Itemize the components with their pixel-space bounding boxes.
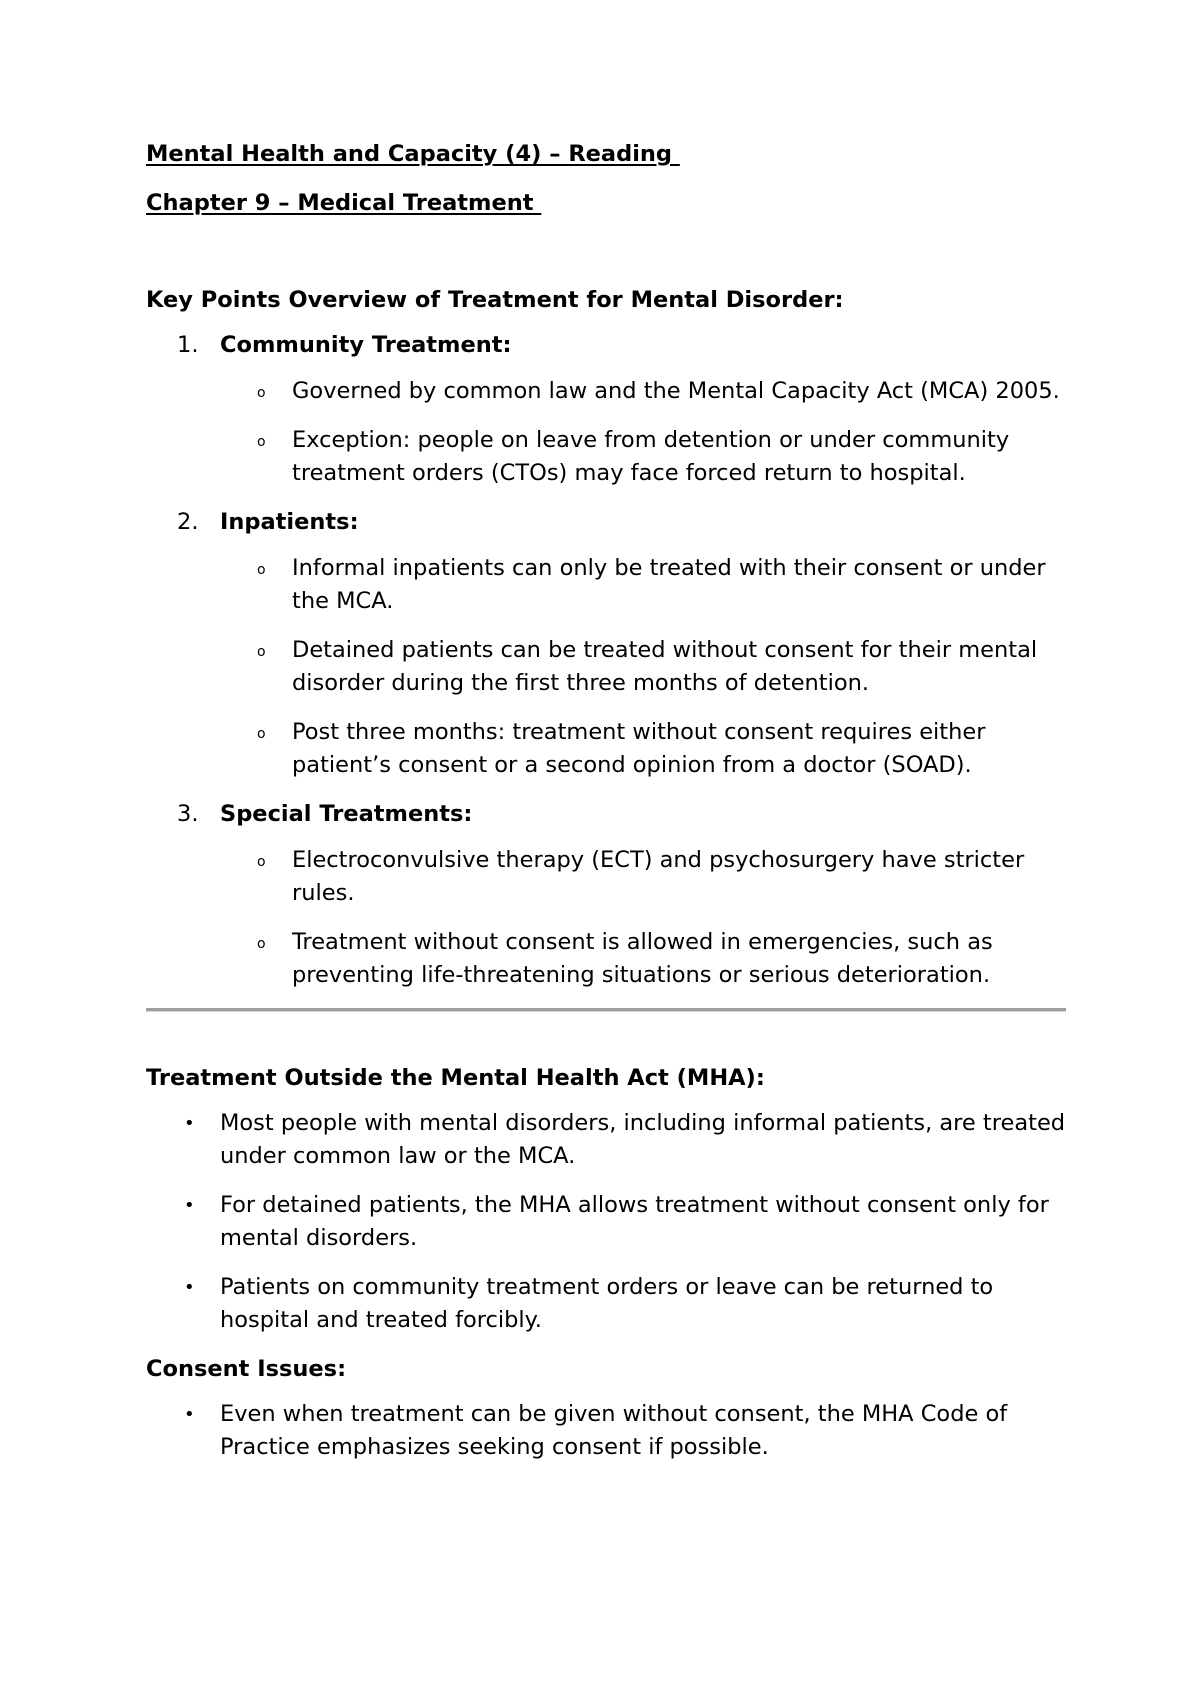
sub-list-item: [220, 375, 1066, 408]
sub-list-item: [220, 844, 1066, 910]
list-number: 3.: [177, 801, 199, 827]
circle-bullet-icon: o: [257, 434, 266, 450]
bullet-list-item: [146, 1398, 1066, 1464]
sub-list-item-text: Detained patients can be treated without consent for their mental disorder during the first three months of detention.: [292, 637, 1038, 696]
consent-issues-list: [146, 1398, 1066, 1464]
bullet-list-item: [146, 1189, 1066, 1255]
consent-issues-heading: Consent Issues:: [146, 1356, 347, 1382]
bullet-dot-icon: •: [184, 1404, 195, 1425]
sub-list-item: [220, 716, 1066, 782]
sub-list: [220, 375, 1066, 490]
bullet-item-text: Even when treatment can be given without consent, the MHA Code of Practice emphasizes seeking consent if possible.: [220, 1401, 1008, 1460]
sub-list-item-text: Post three months: treatment without consent requires either patient’s consent or a second opinion from a doctor (SOAD).: [292, 719, 986, 778]
overview-item-special-treatments: [146, 798, 1066, 992]
circle-bullet-icon: o: [257, 726, 266, 742]
bullet-dot-icon: •: [184, 1195, 195, 1216]
bullet-dot-icon: •: [184, 1277, 195, 1298]
outside-mha-heading: Treatment Outside the Mental Health Act (MHA):: [146, 1065, 765, 1091]
sub-list: [220, 552, 1066, 782]
circle-bullet-icon: o: [257, 385, 266, 401]
circle-bullet-icon: o: [257, 644, 266, 660]
list-number: 1.: [177, 332, 199, 358]
chapter-title: Chapter 9 – Medical Treatment: [146, 190, 542, 216]
sub-list-item-text: Governed by common law and the Mental Capacity Act (MCA) 2005.: [292, 378, 1060, 404]
bullet-list-item: [146, 1271, 1066, 1337]
bullet-list-item: [146, 1107, 1066, 1173]
document-page: [146, 138, 1066, 1480]
sub-list: [220, 844, 1066, 992]
sub-list-item-text: Electroconvulsive therapy (ECT) and psychosurgery have stricter rules.: [292, 847, 1025, 906]
sub-list-item: [220, 424, 1066, 490]
overview-list: [146, 329, 1066, 992]
overview-item-community: [146, 329, 1066, 490]
list-item-label: Inpatients:: [220, 509, 359, 535]
overview-item-inpatients: [146, 506, 1066, 782]
overview-heading: Key Points Overview of Treatment for Mental Disorder:: [146, 287, 844, 313]
bullet-item-text: For detained patients, the MHA allows treatment without consent only for mental disorders.: [220, 1192, 1049, 1251]
list-item-label: Special Treatments:: [220, 801, 473, 827]
circle-bullet-icon: o: [257, 854, 266, 870]
sub-list-item: [220, 552, 1066, 618]
outside-mha-list: [146, 1107, 1066, 1337]
sub-list-item-text: Treatment without consent is allowed in emergencies, such as preventing life-threatening situations or serious deterioration.: [292, 929, 993, 988]
circle-bullet-icon: o: [257, 936, 266, 952]
list-item-label: Community Treatment:: [220, 332, 512, 358]
sub-list-item: [220, 926, 1066, 992]
bullet-item-text: Most people with mental disorders, including informal patients, are treated under common law or the MCA.: [220, 1110, 1066, 1169]
horizontal-rule: [146, 1008, 1066, 1012]
document-title: Mental Health and Capacity (4) – Reading: [146, 141, 680, 167]
sub-list-item-text: Informal inpatients can only be treated with their consent or under the MCA.: [292, 555, 1046, 614]
circle-bullet-icon: o: [257, 562, 266, 578]
list-number: 2.: [177, 509, 199, 535]
sub-list-item: [220, 634, 1066, 700]
sub-list-item-text: Exception: people on leave from detention or under community treatment orders (CTOs) may face forced return to hospital.: [292, 427, 1010, 486]
bullet-dot-icon: •: [184, 1113, 195, 1134]
bullet-item-text: Patients on community treatment orders or leave can be returned to hospital and treated forcibly.: [220, 1274, 994, 1333]
